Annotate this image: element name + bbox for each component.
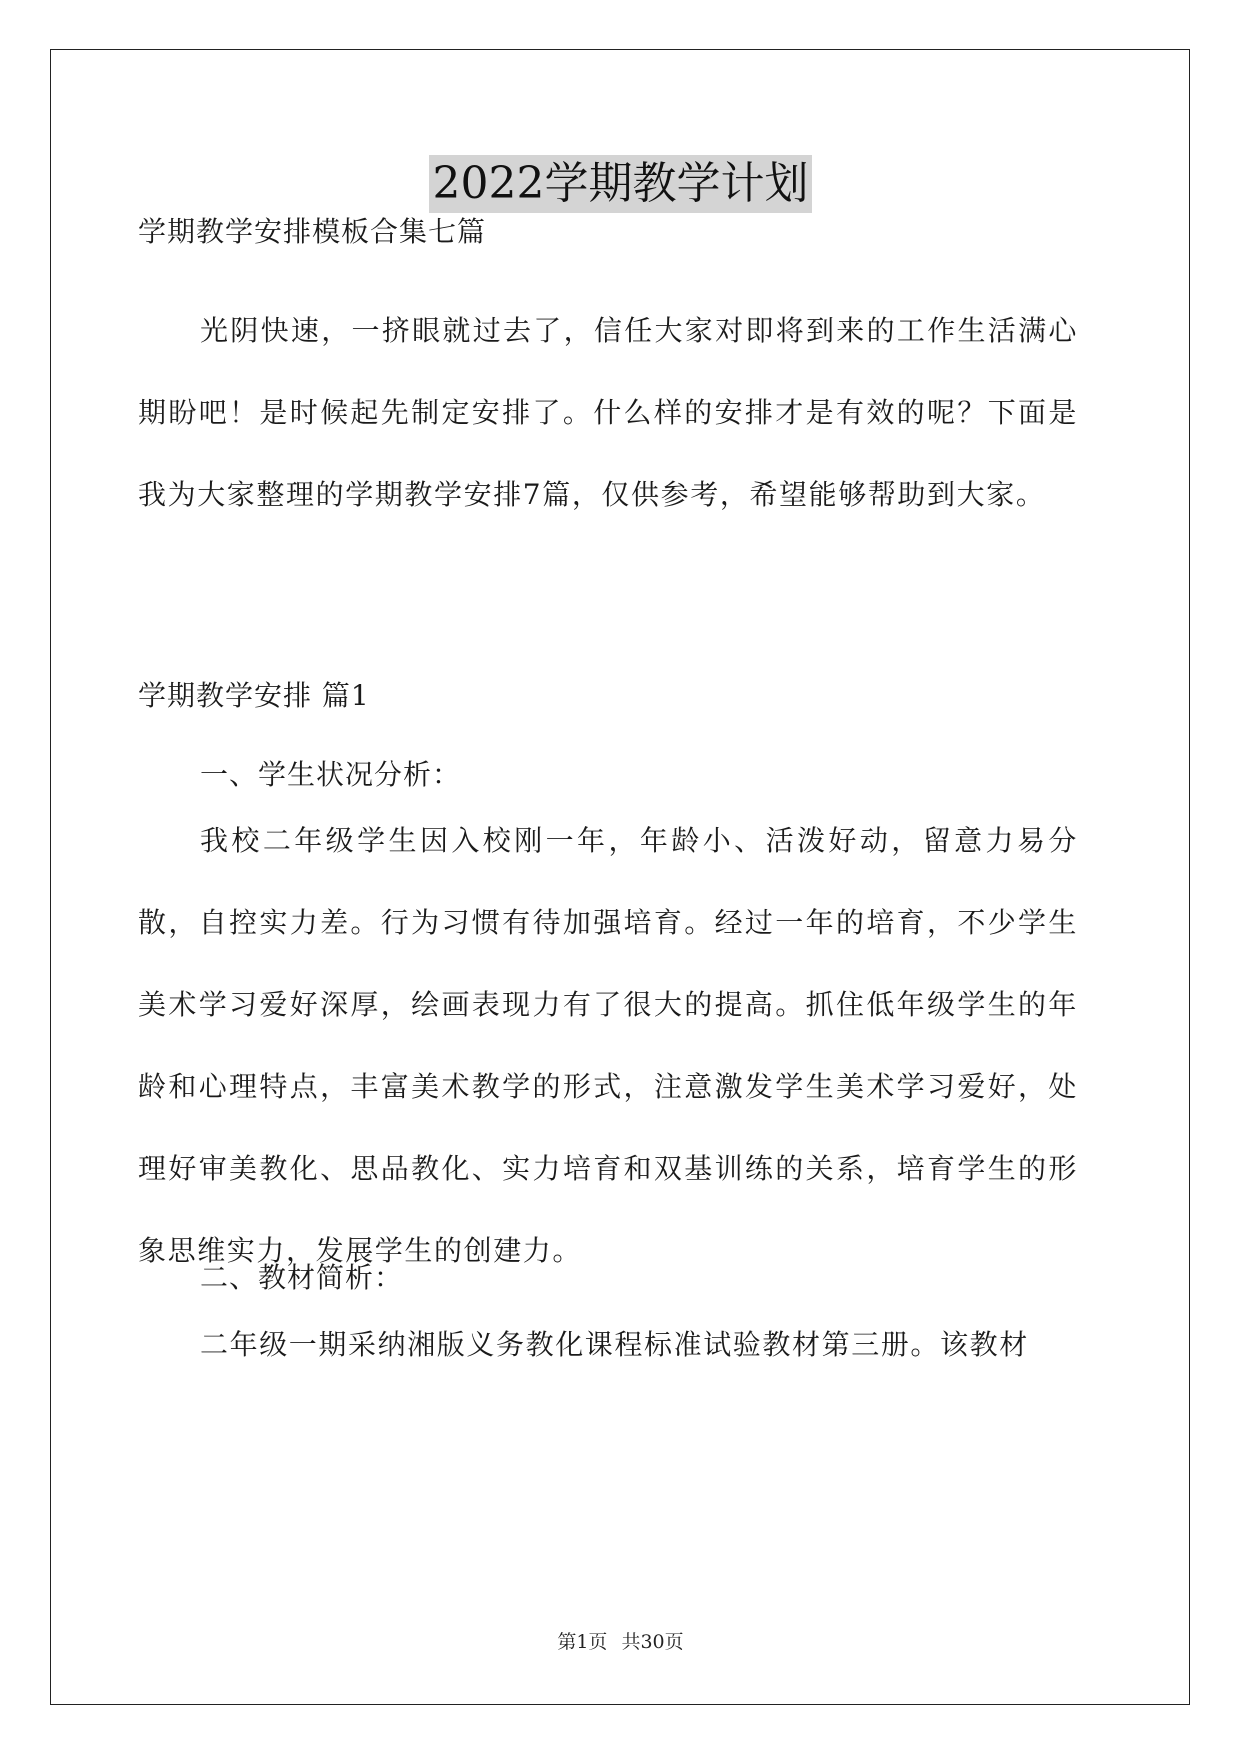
part1-heading: 一、学生状况分析：	[200, 758, 462, 791]
page-total: 共30页	[621, 1631, 684, 1653]
title-container	[0, 155, 1241, 213]
page-number: 第1页	[557, 1631, 608, 1653]
part2-heading: 二、教材简析：	[200, 1261, 404, 1294]
document-subtitle: 学期教学安排模板合集七篇	[138, 215, 487, 248]
section-heading: 学期教学安排 篇1	[138, 679, 370, 712]
part2-paragraph: 二年级一期采纳湘版义务教化课程标准试验教材第三册。该教材	[200, 1328, 1029, 1361]
page-footer	[0, 1627, 1241, 1654]
document-title: 2022学期教学计划	[429, 155, 813, 213]
intro-paragraph: 光阴快速，一挤眼就过去了，信任大家对即将到来的工作生活满心期盼吧！是时候起先制定安排了。什么样的安排才是有效的呢？下面是我为大家整理的学期教学安排7篇，仅供参考，希望能够帮助到大家。	[138, 314, 1078, 511]
part1-paragraph: 我校二年级学生因入校刚一年，年龄小、活泼好动，留意力易分散，自控实力差。行为习惯有待加强培育。经过一年的培育，不少学生美术学习爱好深厚，绘画表现力有了很大的提高。抓住低年级学生的年龄和心理特点，丰富美术教学的形式，注意激发学生美术学习爱好，处理好审美教化、思品教化、实力培育和双基训练的关系，培育学生的形象思维实力，发展学生的创建力。	[138, 824, 1078, 1267]
